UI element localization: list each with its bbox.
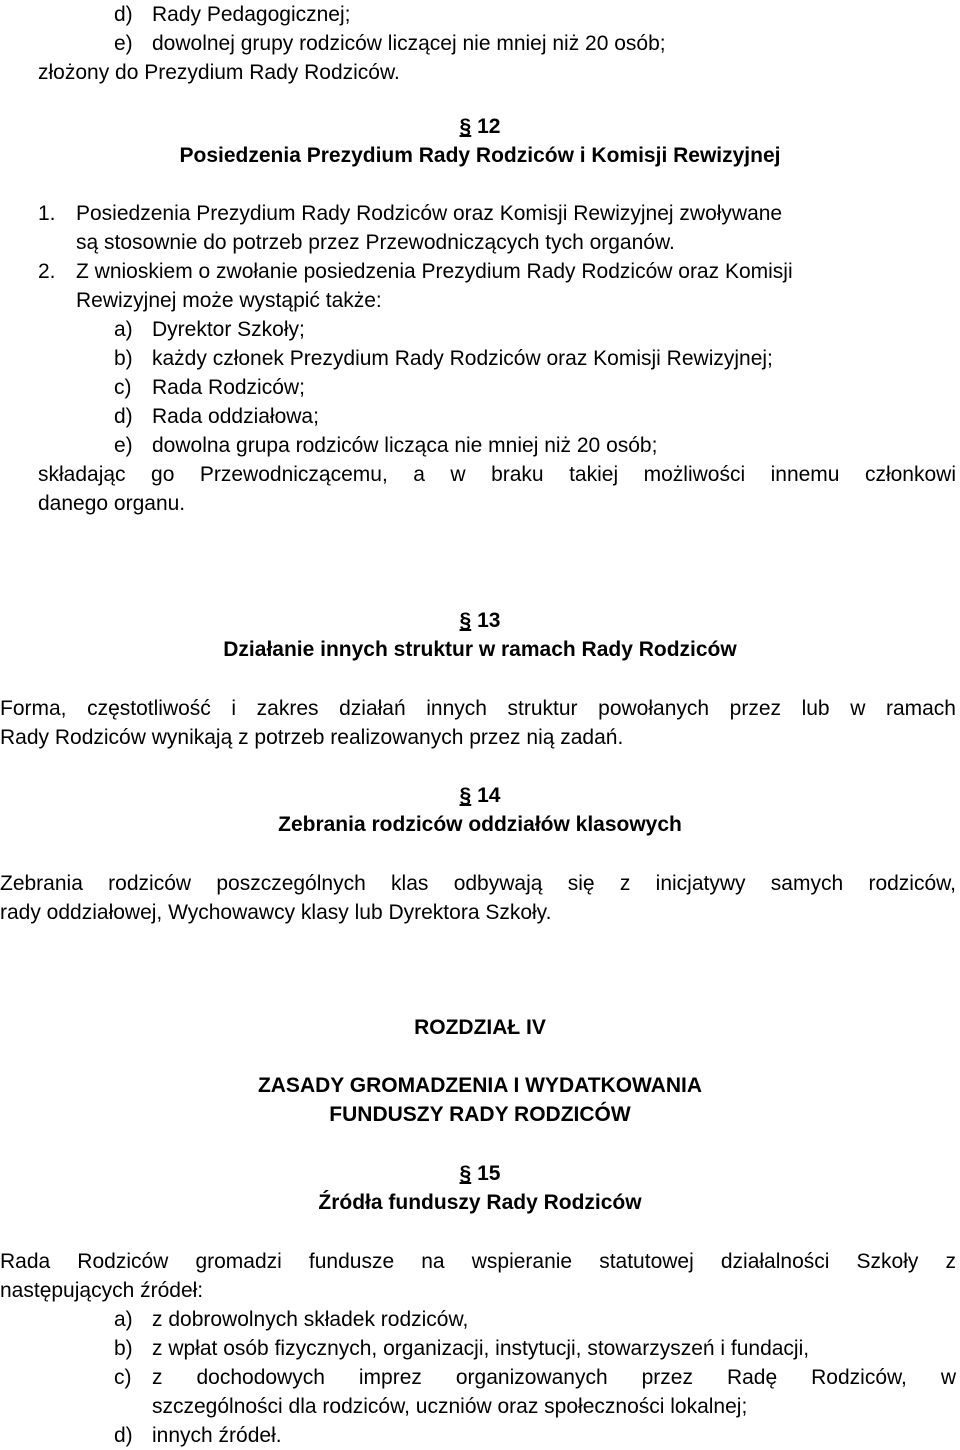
paragraph-text: Z wnioskiem o zwołanie posiedzenia Prezydium Rady Rodziców oraz Komisji	[76, 260, 793, 283]
list-text: dowolnej grupy rodziców liczącej nie mniej niż 20 osób;	[152, 32, 666, 55]
section-sign: §	[459, 1162, 472, 1185]
section-sign: §	[459, 115, 472, 138]
paragraph-line: następujących źródeł:	[0, 1279, 204, 1302]
list-item	[114, 344, 773, 373]
paragraph-number: 2.	[38, 260, 56, 283]
paragraph-line: Rada Rodziców gromadzi fundusze na wspieranie statutowej działalności Szkoły z	[0, 1250, 956, 1273]
list-closing: złożony do Prezydium Rady Rodziców.	[38, 61, 400, 84]
paragraph-text: Posiedzenia Prezydium Rady Rodziców oraz Komisji Rewizyjnej zwoływane	[76, 202, 783, 225]
paragraph-line: Rewizyjnej może wystąpić także:	[76, 289, 382, 312]
chapter-title: FUNDUSZY RADY RODZICÓW	[329, 1103, 631, 1126]
paragraph-line	[38, 257, 918, 286]
section-title: Działanie innych struktur w ramach Rady Rodziców	[223, 638, 737, 661]
list-item	[114, 315, 305, 344]
section-number-value: 13	[477, 609, 501, 632]
list-text: szczególności dla rodziców, uczniów oraz społeczności lokalnej;	[152, 1395, 748, 1418]
list-label: e)	[114, 434, 133, 457]
list-text: z dobrowolnych składek rodziców,	[152, 1308, 469, 1331]
list-label: e)	[114, 32, 133, 55]
paragraph-line: rady oddziałowej, Wychowawcy klasy lub Dyrektora Szkoły.	[0, 901, 552, 924]
list-label: c)	[114, 1366, 132, 1389]
list-item	[114, 431, 657, 460]
section-title: Zebrania rodziców oddziałów klasowych	[278, 813, 682, 836]
section-number	[0, 112, 960, 141]
chapter-title: ZASADY GROMADZENIA I WYDATKOWANIA	[257, 1074, 703, 1097]
list-text: Rady Pedagogicznej;	[152, 3, 351, 26]
section-number	[0, 1159, 960, 1188]
list-item	[114, 1392, 747, 1421]
list-text: Rada oddziałowa;	[152, 405, 319, 428]
list-label: d)	[114, 3, 133, 26]
section-title: Posiedzenia Prezydium Rady Rodziców i Komisji Rewizyjnej	[179, 144, 781, 167]
paragraph-line	[38, 199, 782, 228]
list-label: c)	[114, 376, 132, 399]
list-text: z wpłat osób fizycznych, organizacji, instytucji, stowarzyszeń i fundacji,	[152, 1337, 810, 1360]
list-label: a)	[114, 1308, 133, 1331]
chapter-heading: ROZDZIAŁ IV	[414, 1016, 546, 1039]
paragraph-line: Rady Rodziców wynikają z potrzeb realizowanych przez nią zadań.	[0, 726, 624, 749]
list-label: b)	[114, 1337, 133, 1360]
list-label: b)	[114, 347, 133, 370]
list-text: Dyrektor Szkoły;	[152, 318, 305, 341]
paragraph-line: są stosownie do potrzeb przez Przewodniczących tych organów.	[76, 231, 675, 254]
section-sign: §	[459, 609, 472, 632]
list-label: d)	[114, 1424, 133, 1447]
section-number	[0, 781, 960, 810]
list-item	[114, 1334, 809, 1363]
section-number-value: 12	[477, 115, 501, 138]
list-label: d)	[114, 405, 133, 428]
section-title: Źródła funduszy Rady Rodziców	[318, 1191, 642, 1214]
list-label: a)	[114, 318, 133, 341]
list-text: Rada Rodziców;	[152, 376, 305, 399]
paragraph-line: danego organu.	[38, 492, 186, 515]
list-item	[114, 29, 666, 58]
paragraph-line: składając go Przewodniczącemu, a w braku takiej możliwości innemu członkowi	[38, 463, 956, 486]
paragraph-line: Zebrania rodziców poszczególnych klas odbywają się z inicjatywy samych rodziców,	[0, 872, 956, 895]
list-item	[114, 1363, 956, 1392]
list-item	[114, 1421, 282, 1450]
list-item	[114, 402, 319, 431]
section-number-value: 15	[477, 1162, 501, 1185]
list-text: każdy członek Prezydium Rady Rodziców oraz Komisji Rewizyjnej;	[152, 347, 773, 370]
list-item	[114, 0, 350, 29]
list-text: dowolna grupa rodziców licząca nie mniej niż 20 osób;	[152, 434, 658, 457]
paragraph-line: Forma, częstotliwość i zakres działań innych struktur powołanych przez lub w ramach	[0, 697, 956, 720]
list-text: z dochodowych imprez organizowanych przez Radę Rodziców, w	[152, 1366, 956, 1389]
paragraph-number: 1.	[38, 202, 56, 225]
section-sign: §	[459, 784, 472, 807]
section-number-value: 14	[477, 784, 501, 807]
list-item	[114, 373, 305, 402]
section-number	[0, 606, 960, 635]
list-item	[114, 1305, 468, 1334]
list-text: innych źródeł.	[152, 1424, 282, 1447]
